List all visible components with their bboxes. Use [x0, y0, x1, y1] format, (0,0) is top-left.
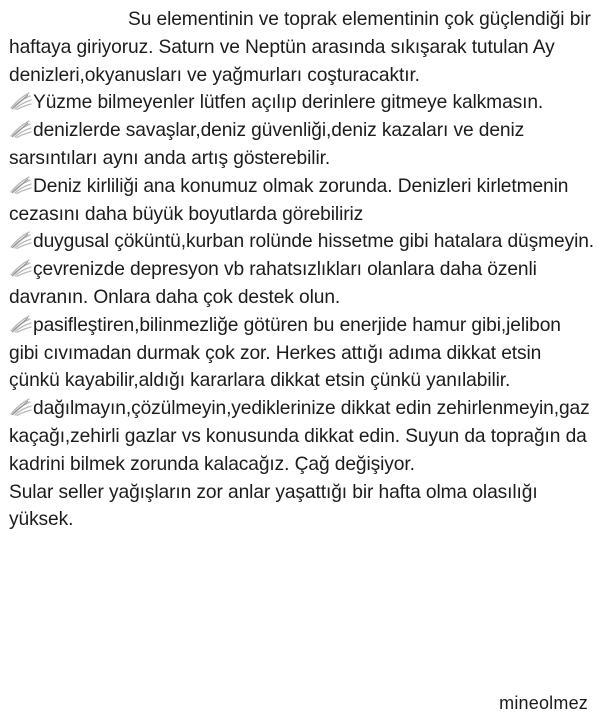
angel-wings-icon: [9, 314, 33, 334]
bullet-paragraph: [9, 256, 595, 312]
angel-wings-icon: [9, 91, 33, 111]
bullet-paragraph: [9, 117, 595, 173]
bullet-text: dağılmayın,çözülmeyin,yediklerinize dikkat edin zehirlenmeyin,gaz kaçağı,zehirli gazlar vs konusunda dikkat edin. Suyun da toprağın da kadrini bilmek zorunda kalacağız. Çağ değişiyor.: [9, 398, 590, 475]
bullet-paragraph: [9, 228, 595, 256]
document-body: [9, 6, 595, 534]
closing-paragraph: Sular seller yağışların zor anlar yaşattığı bir hafta olma olasılığı yüksek.: [9, 481, 538, 531]
bullet-list: [9, 89, 595, 478]
bullet-paragraph: [9, 173, 595, 229]
angel-wings-icon: [9, 397, 33, 417]
bullet-paragraph: [9, 89, 595, 117]
bullet-text: duygusal çöküntü,kurban rolünde hissetme gibi hatalara düşmeyin.: [33, 231, 595, 253]
bullet-text: Yüzme bilmeyenler lütfen açılıp derinlere gitmeye kalkmasın.: [33, 92, 544, 114]
angel-wings-icon: [9, 119, 33, 139]
bullet-text: pasifleştiren,bilinmezliğe götüren bu enerjide hamur gibi,jelibon gibi cıvımadan durmak çok zor. Herkes attığı adıma dikkat etsin çünkü kayabilir,aldığı kararlara dikkat etsin çünkü yanılabilir.: [9, 314, 561, 392]
intro-paragraph: Su elementinin ve toprak elementinin çok güçlendiği bir haftaya giriyoruz. Saturn ve Neptün arasında sıkışarak tutulan Ay denizleri,okyanusları ve yağmurları coşturacaktır.: [9, 9, 591, 86]
angel-wings-icon: [9, 175, 33, 195]
bullet-text: Deniz kirliliği ana konumuz olmak zorunda. Denizleri kirletmenin cezasını daha büyük boyutlarda görebiliriz: [9, 175, 569, 225]
bullet-paragraph: [9, 395, 595, 478]
angel-wings-icon: [9, 230, 33, 250]
bullet-text: denizlerde savaşlar,deniz güvenliği,deniz kazaları ve deniz sarsıntıları aynı anda artış gösterebilir.: [9, 120, 525, 169]
angel-wings-icon: [9, 258, 33, 278]
author-signature: mineolmez: [499, 693, 588, 713]
bullet-paragraph: [9, 312, 595, 395]
bullet-text: çevrenizde depresyon vb rahatsızlıkları olanlara daha özenli davranın. Onlara daha çok destek olun.: [9, 259, 537, 308]
